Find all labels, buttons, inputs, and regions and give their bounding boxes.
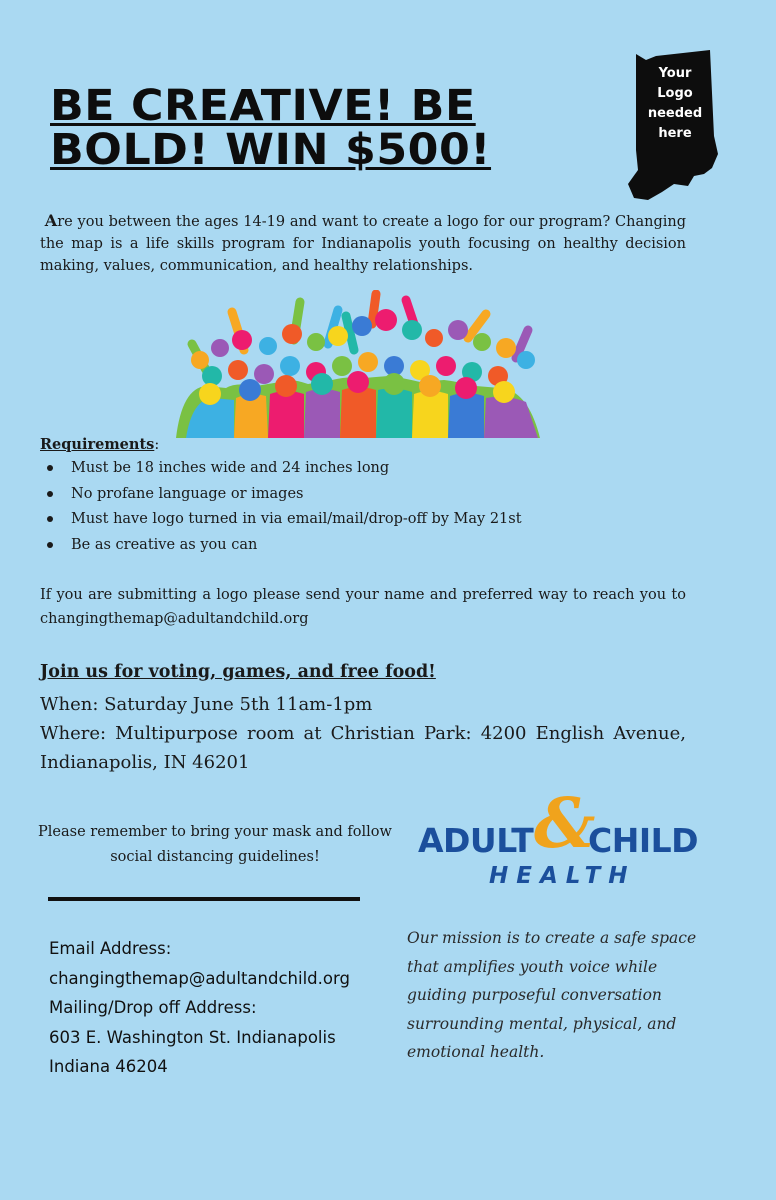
bullet-icon bbox=[47, 516, 53, 522]
list-item bbox=[40, 457, 720, 483]
email-address: changingthemap@adultandchild.org bbox=[49, 968, 350, 988]
mask-reminder: Please remember to bring your mask and follow social distancing guidelines! bbox=[38, 824, 392, 865]
event-heading: Join us for voting, games, and free food! bbox=[40, 662, 436, 682]
event-details bbox=[40, 690, 686, 777]
mailing-label: Mailing/Drop off Address: bbox=[49, 998, 257, 1017]
requirement-text: Be as creative as you can bbox=[71, 536, 258, 553]
requirement-text: Must have logo turned in via email/mail/drop-off by May 21st bbox=[71, 511, 522, 527]
logo-ampersand: & bbox=[534, 784, 596, 864]
state-zip: Indiana 46204 bbox=[49, 1057, 168, 1076]
mission-statement: Our mission is to create a safe space that amplifies youth voice while guiding purposeful conversation surrounding mental, physical, and emotional health. bbox=[407, 929, 697, 1061]
bullet-icon bbox=[47, 465, 53, 471]
event-when: When: Saturday June 5th 11am-1pm bbox=[40, 694, 373, 715]
logo-placeholder-line: Your bbox=[658, 66, 692, 81]
requirement-text: No profane language or images bbox=[71, 485, 304, 502]
intro-paragraph bbox=[40, 210, 686, 277]
submission-instructions: If you are submitting a logo please send your name and preferred way to reach you to changingthemap@adultandchild.org bbox=[40, 587, 686, 627]
divider bbox=[48, 897, 360, 901]
headline: BE CREATIVE! BE BOLD! WIN $500! bbox=[50, 81, 492, 175]
requirements-colon: : bbox=[154, 437, 160, 453]
list-item bbox=[40, 534, 720, 560]
email-label: Email Address: bbox=[49, 939, 172, 958]
adult-and-child-health-logo bbox=[416, 784, 716, 890]
logo-subtitle-health: HEALTH bbox=[489, 863, 636, 889]
list-item bbox=[40, 508, 720, 534]
intro-text: re you between the ages 14-19 and want to create a logo for our program? Changing the map is a life skills program for Indianapolis youth focusing on healthy decision making, values, communication, and healthy relationships. bbox=[40, 214, 686, 274]
bullet-icon bbox=[47, 491, 53, 497]
requirements-label: Requirements bbox=[40, 436, 155, 453]
intro-first-letter: A bbox=[44, 211, 58, 230]
cheering-crowd-icon bbox=[176, 290, 544, 438]
street-address: 603 E. Washington St. Indianapolis bbox=[49, 1027, 336, 1047]
requirements-list bbox=[40, 457, 720, 559]
crowd-illustration bbox=[176, 290, 544, 438]
logo-word-adult: ADULT bbox=[418, 821, 534, 860]
bullet-icon bbox=[47, 542, 53, 548]
logo-placeholder-line: needed bbox=[647, 106, 703, 121]
logo-placeholder-line: here bbox=[658, 126, 692, 141]
logo-word-child: CHILD bbox=[588, 821, 699, 860]
requirements-heading bbox=[40, 434, 159, 456]
logo-placeholder-text bbox=[632, 64, 718, 144]
event-where: Where: Multipurpose room at Christian Park: 4200 English Avenue, Indianapolis, IN 46201 bbox=[40, 723, 686, 773]
contact-info bbox=[49, 934, 409, 1082]
list-item bbox=[40, 483, 720, 509]
requirement-text: Must be 18 inches wide and 24 inches long bbox=[71, 460, 390, 476]
logo-placeholder-line: Logo bbox=[657, 86, 693, 101]
